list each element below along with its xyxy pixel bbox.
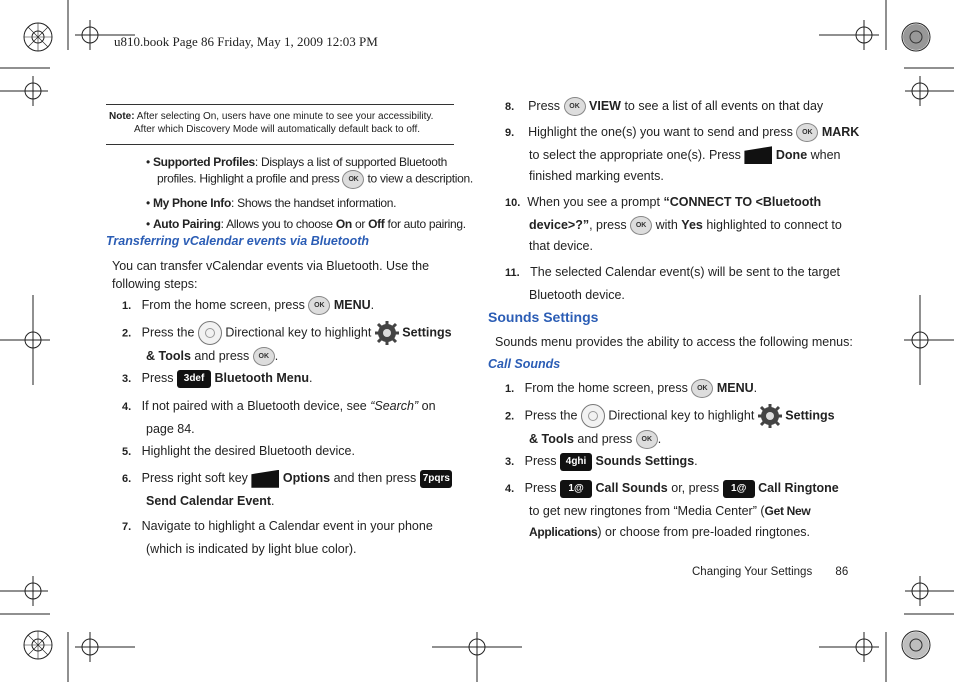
bullet-supported-profiles: • Supported Profiles: Displays a list of supported Bluetooth [146, 155, 448, 169]
left-step-7: 7. Navigate to highlight a Calendar event in your phone (which is indicated by light blue color). [122, 519, 433, 556]
ok-key-icon: OK [308, 296, 330, 315]
note-line2: After which Discovery Mode will automatically default back to off. [134, 124, 421, 135]
gear-icon [758, 404, 782, 428]
sounds-settings-heading: Sounds Settings [488, 309, 599, 325]
cs-step-3: 3. Press 4ghi Sounds Settings. [505, 452, 698, 471]
right-soft-key-icon [251, 470, 279, 488]
key-1-icon: 1@ [723, 480, 755, 498]
ok-key-icon: OK [564, 97, 586, 116]
ok-key-icon: OK [796, 123, 818, 142]
right-step-11: 11. The selected Calendar event(s) will be sent to the target Bluetooth device. [505, 265, 840, 302]
left-intro: You can transfer vCalendar events via Bluetooth. Use the following steps: [112, 259, 430, 291]
key-4-icon: 4ghi [560, 453, 592, 471]
ok-key-icon: OK [253, 347, 275, 366]
left-step-1: 1. From the home screen, press OK MENU. [122, 296, 374, 315]
right-step-8: 8. Press OK VIEW to see a list of all events on that day [505, 97, 823, 116]
ok-key-icon: OK [342, 170, 364, 189]
footer-section: Changing Your Settings [692, 566, 813, 578]
footer-page: 86 [835, 566, 849, 578]
left-step-4: 4. If not paired with a Bluetooth device, see “Search” on page 84. [122, 399, 436, 436]
right-step-9: 9. Highlight the one(s) you want to send and press OK MARK to select the appropriate one(s). Press Done when finished marking events. [505, 125, 860, 183]
left-step-6: 6. Press right soft key Options and then press 7pqrs Send Calendar Event. [122, 471, 450, 508]
cs-step-4: 4. Press 1@ Call Sounds or, press 1@ Call Ringtone to get new ringtones from “Media Center” (Get New Applications) or choose from pre-loaded ringtones. [505, 481, 839, 539]
note-label: Note: [109, 111, 135, 122]
key-1-icon: 1@ [560, 480, 592, 498]
directional-key-icon [198, 321, 222, 345]
ok-key-icon: OK [691, 379, 713, 398]
bullet-my-phone-info: • My Phone Info: Shows the handset information. [146, 196, 397, 210]
left-soft-key-icon [744, 146, 772, 164]
left-step-2: 2. Press the Directional key to highlight Settings & Tools and press OK . [122, 321, 452, 367]
print-header: u810.book Page 86 Friday, May 1, 2009 12:03 PM [114, 34, 378, 49]
left-heading: Transferring vCalendar events via Bluetooth [106, 234, 370, 248]
key-3-icon: 3def [177, 370, 211, 388]
directional-key-icon [581, 404, 605, 428]
note-line1: After selecting On, users have one minute to see your accessibility. [136, 111, 434, 122]
left-step-5: 5. Highlight the desired Bluetooth device. [122, 444, 355, 458]
sounds-intro: Sounds menu provides the ability to access the following menus: [495, 335, 853, 349]
note-top-rule [106, 104, 454, 105]
gear-icon [375, 321, 399, 345]
footer [692, 566, 848, 578]
ok-key-icon: OK [636, 430, 658, 449]
left-step-3: 3. Press 3def Bluetooth Menu. [122, 369, 312, 388]
note-bottom-rule [106, 144, 454, 145]
bullet-auto-pairing: • Auto Pairing: Allows you to choose On or Off for auto pairing. [146, 217, 466, 231]
call-sounds-heading: Call Sounds [488, 357, 561, 371]
cs-step-1: 1. From the home screen, press OK MENU. [505, 379, 757, 398]
bullet-list: • Supported Profiles: Displays a list of supported Bluetooth profiles. Highlight a profile and press OK to view a description. • My Phone Info: Shows the handset information. • Auto Pairing: Allows you to choose On or Off for auto pairing. [146, 155, 473, 231]
cs-step-2: 2. Press the Directional key to highlight Settings & Tools and press OK . [505, 404, 835, 450]
right-step-10: 10. When you see a prompt “CONNECT TO <Bluetooth device>?”, press OK with Yes highlighted to connect to that device. [505, 195, 842, 253]
note [109, 110, 433, 136]
ok-key-icon: OK [630, 216, 652, 235]
key-7-icon: 7pqrs [420, 470, 452, 488]
